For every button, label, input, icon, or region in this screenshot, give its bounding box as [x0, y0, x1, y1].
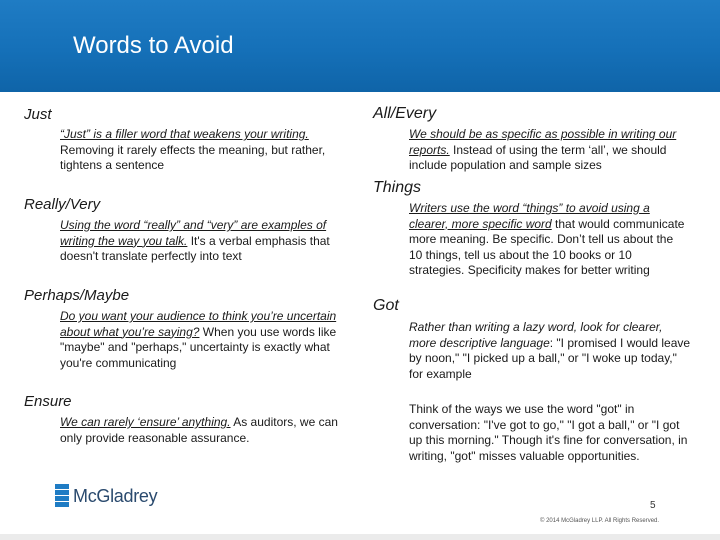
title-banner [0, 0, 720, 92]
topic-text-ensure-italic: We can rarely ‘ensure’ anything. [60, 415, 231, 429]
topic-text-got-2: Think of the ways we use the word "got" in conversation: "I've got to go," "I got a ball," or "I got up this morning." Though it's fine for conversation, in writing, "got" misses valuable opportunities. [409, 402, 688, 463]
topic-heading-really: Really/Very [24, 196, 101, 213]
topic-heading-all: All/Every [373, 105, 437, 122]
copyright-notice: © 2014 McGladrey LLP. All Rights Reserved. [540, 518, 660, 524]
topic-text-really-italic: Using the word “really” and “very” are examples of writing the way you talk. [60, 218, 327, 248]
topic-text-just-italic: “Just” is a filler word that weakens your writing. [60, 127, 309, 141]
topic-text-ensure [60, 415, 356, 446]
topic-heading-just: Just [24, 106, 52, 123]
bottom-divider [0, 534, 720, 540]
topic-text-perhaps-rest: When you use words like "maybe" and "perhaps," uncertainty is exactly what you're communicating [60, 324, 337, 370]
topic-text-things-italic: Writers use the word “things” to avoid using a clearer, more specific word [409, 201, 650, 231]
topic-text-got-rest: : "I promised I would leave by noon," "I picked up a ball," or "I woke up today," for example [409, 335, 691, 381]
mcgladrey-logo [55, 484, 185, 508]
topic-heading-ensure: Ensure [24, 393, 72, 410]
page-number: 5 [650, 500, 656, 511]
topic-text-all [409, 127, 701, 174]
topic-text-things [409, 201, 689, 279]
topic-text-really-rest: It's a verbal emphasis that doesn't translate perfectly into text [60, 233, 330, 263]
topic-heading-things: Things [373, 179, 422, 196]
topic-text-perhaps [60, 309, 360, 371]
page-title: Words to Avoid [73, 32, 234, 59]
logo-bars-icon [55, 484, 69, 508]
topic-text-all-rest: Instead of using the term ‘all’, we should include population and sample sizes [409, 142, 667, 172]
topic-text-really [60, 218, 356, 265]
topic-heading-perhaps: Perhaps/Maybe [24, 287, 130, 304]
logo-text: McGladrey [73, 486, 158, 506]
topic-text-all-italic: We should be as specific as possible in writing our reports. [409, 127, 677, 157]
topic-text-just-rest: Removing it rarely effects the meaning, but rather, tightens a sentence [60, 142, 326, 172]
topic-text-just [60, 127, 356, 174]
topic-text-things-rest: that would communicate more meaning. Be specific. Don’t tell us about the 10 things, tell us about the 10 books or 10 strategies. Specificity makes for better writing [409, 216, 685, 277]
topic-text-ensure-rest: As auditors, we can only provide reasonable assurance. [60, 415, 338, 445]
topic-text-perhaps-italic: Do you want your audience to think you’re uncertain about what you’re saying? [60, 309, 337, 339]
topic-text-got-italic: Rather than writing a lazy word, look for clearer, more descriptive language [409, 320, 663, 350]
topic-text-got [409, 320, 693, 382]
topic-heading-got: Got [373, 297, 399, 314]
